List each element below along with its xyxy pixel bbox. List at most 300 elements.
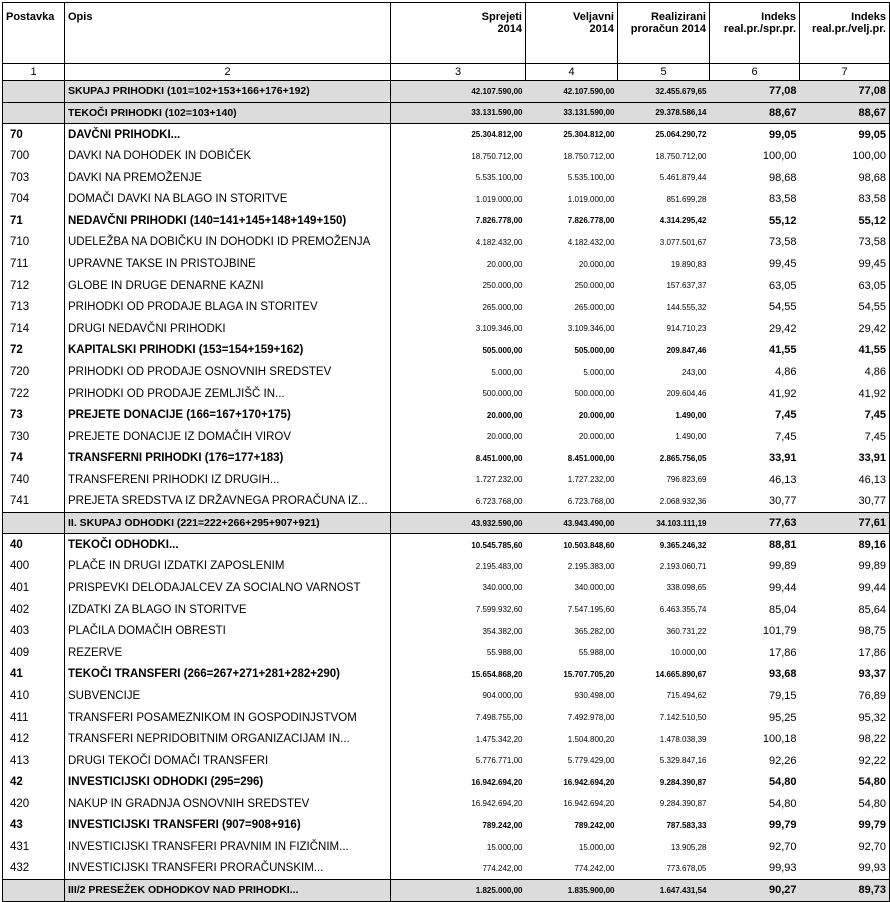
row-indeks-velj: 41,92 xyxy=(800,383,890,405)
row-indeks-spr: 85,04 xyxy=(768,603,797,616)
row-sprejeti: 33.131.590,00 xyxy=(391,102,526,124)
row-description: UDELEŽBA NA DOBIČKU IN DOHODKI ID PREMOŽENJA xyxy=(65,232,391,254)
row-indeks-velj: 17,86 xyxy=(800,642,890,664)
row-code: 70 xyxy=(3,124,65,146)
row-code: 400 xyxy=(3,556,65,578)
table-row xyxy=(3,124,890,146)
row-description: INVESTICIJSKI TRANSFERI (907=908+916) xyxy=(65,815,391,837)
table-row xyxy=(3,772,890,794)
table-row xyxy=(3,750,890,772)
row-veljavni: 55.988,00 xyxy=(578,648,615,658)
row-description: SKUPAJ PRIHODKI (101=102+153+166+176+192) xyxy=(65,81,391,103)
row-indeks-spr: 92,26 xyxy=(768,754,797,767)
header-sprejeti: Sprejeti 2014 xyxy=(391,3,526,64)
row-indeks-velj: 41,55 xyxy=(800,340,890,362)
row-description: KAPITALSKI PRIHODKI (153=154+159+162) xyxy=(65,340,391,362)
row-code: 700 xyxy=(3,145,65,167)
row-code: 409 xyxy=(3,642,65,664)
row-code: 432 xyxy=(3,858,65,880)
table-row xyxy=(3,383,890,405)
row-sprejeti: 789.242,00 xyxy=(482,820,523,830)
row-indeks-velj: 54,80 xyxy=(800,772,890,794)
row-description: DAVKI NA PREMOŽENJE xyxy=(65,167,391,189)
row-code: 403 xyxy=(3,620,65,642)
row-realizirani: 29.378.586,14 xyxy=(618,102,710,124)
row-code: 40 xyxy=(3,534,65,556)
table-row xyxy=(3,275,890,297)
row-veljavni: 250.000,00 xyxy=(574,281,615,291)
header-indeks-velj: Indeks real.pr./velj.pr. xyxy=(800,3,890,64)
row-sprejeti: 250.000,00 xyxy=(482,281,523,291)
table-row xyxy=(3,167,890,189)
row-realizirani: 338.098,65 xyxy=(666,583,707,593)
row-sprejeti: 20.000,00 xyxy=(486,410,523,420)
row-realizirani: 9.284.390,87 xyxy=(659,777,707,787)
row-indeks-spr: 99,44 xyxy=(768,581,797,594)
row-description: PREJETA SREDSTVA IZ DRŽAVNEGA PRORAČUNA IZ... xyxy=(65,491,391,513)
table-row xyxy=(3,210,890,232)
row-indeks-velj: 99,45 xyxy=(800,253,890,275)
row-sprejeti: 18.750.712,00 xyxy=(471,151,523,161)
row-description: II. SKUPAJ ODHODKI (221=222+266+295+907+921) xyxy=(65,512,391,534)
col-number: 5 xyxy=(618,64,710,81)
row-realizirani: 14.665.890,67 xyxy=(655,669,707,679)
row-veljavni: 1.835.900,00 xyxy=(526,879,618,901)
row-indeks-spr: 99,45 xyxy=(768,258,797,271)
row-indeks-velj: 95,32 xyxy=(800,707,890,729)
row-sprejeti: 7.498.755,00 xyxy=(475,713,523,723)
row-description: DOMAČI DAVKI NA BLAGO IN STORITVE xyxy=(65,188,391,210)
row-veljavni: 5.000,00 xyxy=(583,367,615,377)
row-indeks-spr: 7,45 xyxy=(775,409,797,422)
row-veljavni: 15.000,00 xyxy=(578,842,615,852)
table-body xyxy=(3,81,890,902)
table-row xyxy=(3,340,890,362)
row-realizirani: 2.193.060,71 xyxy=(659,561,707,571)
row-indeks-spr: 99,79 xyxy=(768,819,797,832)
table-row xyxy=(3,361,890,383)
row-description: TEKOČI ODHODKI... xyxy=(65,534,391,556)
row-sprejeti: 1.019.000,00 xyxy=(475,194,523,204)
row-code: 431 xyxy=(3,836,65,858)
row-indeks-velj: 99,89 xyxy=(800,556,890,578)
row-sprejeti: 1.727.232,00 xyxy=(475,475,523,485)
row-indeks-velj: 29,42 xyxy=(800,318,890,340)
row-code: 714 xyxy=(3,318,65,340)
row-indeks-velj: 77,08 xyxy=(800,81,890,103)
row-description: TRANSFERNI PRIHODKI (176=177+183) xyxy=(65,448,391,470)
row-sprejeti: 354.382,00 xyxy=(482,626,523,636)
table-row xyxy=(3,815,890,837)
header-opis: Opis xyxy=(65,3,391,64)
row-veljavni: 25.304.812,00 xyxy=(526,124,618,146)
row-veljavni: 43.943.490,00 xyxy=(526,512,618,534)
row-realizirani: 851.699,28 xyxy=(666,194,707,204)
row-code: 420 xyxy=(3,793,65,815)
row-indeks-velj: 4,86 xyxy=(800,361,890,383)
summary-row xyxy=(3,512,890,534)
row-code: 71 xyxy=(3,210,65,232)
row-description: REZERVE xyxy=(65,642,391,664)
row-description: PRIHODKI OD PRODAJE ZEMLJIŠČ IN... xyxy=(65,383,391,405)
row-sprejeti: 1.475.342,20 xyxy=(475,734,523,744)
row-description: NEDAVČNI PRIHODKI (140=141+145+148+149+150) xyxy=(65,210,391,232)
row-sprejeti: 55.988,00 xyxy=(486,648,523,658)
header-postavka: Postavka xyxy=(3,3,65,64)
row-description: PRIHODKI OD PRODAJE BLAGA IN STORITEV xyxy=(65,296,391,318)
row-indeks-velj: 92,70 xyxy=(800,836,890,858)
row-veljavni: 7.826.778,00 xyxy=(567,216,615,226)
row-sprejeti: 4.182.432,00 xyxy=(475,237,523,247)
row-sprejeti: 500.000,00 xyxy=(482,389,523,399)
row-sprejeti: 5.776.771,00 xyxy=(475,756,523,766)
row-indeks-velj: 77,61 xyxy=(800,512,890,534)
row-indeks-velj: 73,58 xyxy=(800,232,890,254)
table-row xyxy=(3,620,890,642)
header-realizirani: Realizirani proračun 2014 xyxy=(618,3,710,64)
row-indeks-spr: 54,80 xyxy=(768,776,797,789)
row-code: 411 xyxy=(3,707,65,729)
row-sprejeti: 1.825.000,00 xyxy=(391,879,526,901)
row-veljavni: 5.535.100,00 xyxy=(567,173,615,183)
row-description: IZDATKI ZA BLAGO IN STORITVE xyxy=(65,599,391,621)
table-row xyxy=(3,599,890,621)
row-description: PLAČILA DOMAČIH OBRESTI xyxy=(65,620,391,642)
column-number-row xyxy=(3,64,890,81)
row-realizirani: 1.490,00 xyxy=(675,432,707,442)
row-indeks-velj: 88,67 xyxy=(800,102,890,124)
row-indeks-velj: 99,79 xyxy=(800,815,890,837)
row-indeks-spr: 98,68 xyxy=(768,171,797,184)
table-row xyxy=(3,707,890,729)
row-sprejeti: 15.654.868,20 xyxy=(471,669,523,679)
row-code: 402 xyxy=(3,599,65,621)
row-sprejeti: 42.107.590,00 xyxy=(391,81,526,103)
row-veljavni: 340.000,00 xyxy=(574,583,615,593)
row-realizirani: 144.555,32 xyxy=(666,302,707,312)
row-indeks-spr: 46,13 xyxy=(768,473,797,486)
row-description: TEKOČI PRIHODKI (102=103+140) xyxy=(65,102,391,124)
row-realizirani: 787.583,33 xyxy=(666,820,707,830)
header-row xyxy=(3,3,890,64)
row-description: PREJETE DONACIJE IZ DOMAČIH VIROV xyxy=(65,426,391,448)
col-number: 1 xyxy=(3,64,65,81)
row-sprejeti: 10.545.785,60 xyxy=(391,534,526,556)
row-veljavni: 789.242,00 xyxy=(574,820,615,830)
row-realizirani: 5.461.879,44 xyxy=(659,173,707,183)
row-sprejeti: 15.000,00 xyxy=(486,842,523,852)
row-veljavni: 7.492.978,00 xyxy=(567,713,615,723)
row-description: DAVČNI PRIHODKI... xyxy=(65,124,391,146)
row-indeks-spr: 100,00 xyxy=(762,150,797,163)
table-row xyxy=(3,858,890,880)
row-indeks-spr: 79,15 xyxy=(768,689,797,702)
table-row xyxy=(3,296,890,318)
row-indeks-spr: 54,80 xyxy=(768,797,797,810)
table-row xyxy=(3,642,890,664)
row-code: 703 xyxy=(3,167,65,189)
row-sprejeti: 25.304.812,00 xyxy=(391,124,526,146)
table-row xyxy=(3,318,890,340)
col-number: 7 xyxy=(800,64,890,81)
row-indeks-velj: 76,89 xyxy=(800,685,890,707)
row-code: 722 xyxy=(3,383,65,405)
row-indeks-spr: 55,12 xyxy=(768,214,797,227)
row-sprejeti: 43.932.590,00 xyxy=(391,512,526,534)
row-indeks-spr: 4,86 xyxy=(775,366,797,379)
table-row xyxy=(3,253,890,275)
table-row xyxy=(3,491,890,513)
row-realizirani: 209.604,46 xyxy=(666,389,707,399)
row-veljavni: 16.942.694,20 xyxy=(563,777,615,787)
row-indeks-velj: 54,80 xyxy=(800,793,890,815)
row-indeks-spr: 88,81 xyxy=(710,534,800,556)
row-veljavni: 15.707.705,20 xyxy=(563,669,615,679)
row-realizirani: 209.847,46 xyxy=(666,345,707,355)
row-sprejeti: 7.599.932,60 xyxy=(475,605,523,615)
row-description: GLOBE IN DRUGE DENARNE KAZNI xyxy=(65,275,391,297)
row-description: DRUGI TEKOČI DOMAČI TRANSFERI xyxy=(65,750,391,772)
row-indeks-velj: 98,22 xyxy=(800,728,890,750)
row-indeks-spr: 77,63 xyxy=(710,512,800,534)
row-realizirani: 773.678,05 xyxy=(666,863,707,873)
row-veljavni: 33.131.590,00 xyxy=(526,102,618,124)
row-description: PRISPEVKI DELODAJALCEV ZA SOCIALNO VARNOST xyxy=(65,577,391,599)
row-description: INVESTICIJSKI TRANSFERI PRAVNIM IN FIZIČNIM... xyxy=(65,836,391,858)
row-veljavni: 3.109.346,00 xyxy=(567,324,615,334)
row-indeks-spr: 41,55 xyxy=(768,344,797,357)
row-sprejeti: 505.000,00 xyxy=(482,345,523,355)
row-indeks-spr: 95,25 xyxy=(768,711,797,724)
row-veljavni: 265.000,00 xyxy=(574,302,615,312)
row-indeks-velj: 92,22 xyxy=(800,750,890,772)
row-indeks-spr: 83,58 xyxy=(768,193,797,206)
table-row xyxy=(3,664,890,686)
row-code xyxy=(3,81,65,103)
row-description: TRANSFERI POSAMEZNIKOM IN GOSPODINJSTVOM xyxy=(65,707,391,729)
row-indeks-spr: 93,68 xyxy=(768,668,797,681)
row-description: PREJETE DONACIJE (166=167+170+175) xyxy=(65,404,391,426)
row-description: TRANSFERI NEPRIDOBITNIM ORGANIZACIJAM IN... xyxy=(65,728,391,750)
row-indeks-velj: 30,77 xyxy=(800,491,890,513)
row-veljavni: 500.000,00 xyxy=(574,389,615,399)
row-indeks-velj: 7,45 xyxy=(800,404,890,426)
row-code: 720 xyxy=(3,361,65,383)
row-description: SUBVENCIJE xyxy=(65,685,391,707)
row-sprejeti: 904.000,00 xyxy=(482,691,523,701)
row-veljavni: 930.498,00 xyxy=(574,691,615,701)
row-sprejeti: 2.195.483,00 xyxy=(475,561,523,571)
row-code: 710 xyxy=(3,232,65,254)
row-realizirani: 2.068.932,36 xyxy=(659,496,707,506)
row-veljavni: 6.723.768,00 xyxy=(567,496,615,506)
row-realizirani: 9.365.246,32 xyxy=(618,534,710,556)
row-realizirani: 18.750.712,00 xyxy=(655,151,707,161)
row-indeks-spr: 63,05 xyxy=(768,279,797,292)
row-realizirani: 243,00 xyxy=(682,367,707,377)
summary-row xyxy=(3,81,890,103)
row-realizirani: 10.000,00 xyxy=(670,648,707,658)
row-sprejeti: 3.109.346,00 xyxy=(475,324,523,334)
row-indeks-spr: 88,67 xyxy=(710,102,800,124)
row-indeks-spr: 7,45 xyxy=(775,430,797,443)
row-realizirani: 4.314.295,42 xyxy=(659,216,707,226)
row-code: 72 xyxy=(3,340,65,362)
col-number: 3 xyxy=(391,64,526,81)
table-row xyxy=(3,577,890,599)
row-code: 704 xyxy=(3,188,65,210)
row-indeks-spr: 41,92 xyxy=(768,387,797,400)
row-realizirani: 715.494,62 xyxy=(666,691,707,701)
row-sprejeti: 5.000,00 xyxy=(491,367,523,377)
row-indeks-spr: 100,18 xyxy=(762,733,797,746)
row-indeks-velj: 98,68 xyxy=(800,167,890,189)
row-veljavni: 4.182.432,00 xyxy=(567,237,615,247)
row-sprejeti: 5.535.100,00 xyxy=(475,173,523,183)
row-veljavni: 505.000,00 xyxy=(574,345,615,355)
header-veljavni: Veljavni 2014 xyxy=(526,3,618,64)
table-row xyxy=(3,469,890,491)
row-indeks-spr: 90,27 xyxy=(710,879,800,901)
row-indeks-velj: 89,73 xyxy=(800,879,890,901)
row-code: 401 xyxy=(3,577,65,599)
row-description: PRIHODKI OD PRODAJE OSNOVNIH SREDSTEV xyxy=(65,361,391,383)
col-number: 4 xyxy=(526,64,618,81)
row-veljavni: 1.019.000,00 xyxy=(567,194,615,204)
table-row xyxy=(3,793,890,815)
row-sprejeti: 7.826.778,00 xyxy=(475,216,523,226)
row-description: NAKUP IN GRADNJA OSNOVNIH SREDSTEV xyxy=(65,793,391,815)
row-realizirani: 9.284.390,87 xyxy=(659,799,707,809)
row-sprejeti: 340.000,00 xyxy=(482,583,523,593)
row-veljavni: 1.504.800,20 xyxy=(567,734,615,744)
row-code: 740 xyxy=(3,469,65,491)
row-sprejeti: 20.000,00 xyxy=(486,432,523,442)
row-indeks-spr: 30,77 xyxy=(768,495,797,508)
summary-row xyxy=(3,102,890,124)
row-veljavni: 1.727.232,00 xyxy=(567,475,615,485)
table-row xyxy=(3,685,890,707)
table-row xyxy=(3,448,890,470)
table-row xyxy=(3,188,890,210)
row-description: TRANSFERENI PRIHODKI IZ DRUGIH... xyxy=(65,469,391,491)
row-veljavni: 2.195.383,00 xyxy=(567,561,615,571)
row-sprejeti: 8.451.000,00 xyxy=(475,453,523,463)
row-indeks-velj: 98,75 xyxy=(800,620,890,642)
row-realizirani: 25.064.290,72 xyxy=(618,124,710,146)
row-description: TEKOČI TRANSFERI (266=267+271+281+282+290) xyxy=(65,664,391,686)
row-realizirani: 3.077.501,67 xyxy=(659,237,707,247)
row-realizirani: 2.865.756,05 xyxy=(659,453,707,463)
row-description: INVESTICIJSKI TRANSFERI PRORAČUNSKIM... xyxy=(65,858,391,880)
row-description: III/2 PRESEŽEK ODHODKOV NAD PRIHODKI... xyxy=(65,879,391,901)
row-code: 730 xyxy=(3,426,65,448)
table-row xyxy=(3,836,890,858)
row-indeks-velj: 63,05 xyxy=(800,275,890,297)
row-sprejeti: 20.000,00 xyxy=(486,259,523,269)
row-veljavni: 5.779.429,00 xyxy=(567,756,615,766)
row-code: 73 xyxy=(3,404,65,426)
row-realizirani: 1.647.431,54 xyxy=(618,879,710,901)
row-veljavni: 20.000,00 xyxy=(578,259,615,269)
row-realizirani: 914.710,23 xyxy=(666,324,707,334)
row-indeks-spr: 92,70 xyxy=(768,841,797,854)
row-indeks-velj: 99,05 xyxy=(800,124,890,146)
table-row xyxy=(3,556,890,578)
row-indeks-velj: 33,91 xyxy=(800,448,890,470)
row-indeks-spr: 77,08 xyxy=(710,81,800,103)
row-description: UPRAVNE TAKSE IN PRISTOJBINE xyxy=(65,253,391,275)
row-veljavni: 8.451.000,00 xyxy=(567,453,615,463)
row-code: 42 xyxy=(3,772,65,794)
table-row xyxy=(3,145,890,167)
table-row xyxy=(3,534,890,556)
row-code: 41 xyxy=(3,664,65,686)
table-row xyxy=(3,404,890,426)
row-code: 741 xyxy=(3,491,65,513)
col-number: 2 xyxy=(65,64,391,81)
row-realizirani: 6.463.355,74 xyxy=(659,605,707,615)
row-indeks-velj: 7,45 xyxy=(800,426,890,448)
row-indeks-velj: 85,64 xyxy=(800,599,890,621)
row-realizirani: 5.329.847,16 xyxy=(659,756,707,766)
row-indeks-velj: 93,37 xyxy=(800,664,890,686)
row-indeks-velj: 99,44 xyxy=(800,577,890,599)
row-indeks-velj: 83,58 xyxy=(800,188,890,210)
row-realizirani: 7.142.510,50 xyxy=(659,713,707,723)
row-indeks-velj: 89,16 xyxy=(800,534,890,556)
row-code xyxy=(3,102,65,124)
row-code: 412 xyxy=(3,728,65,750)
row-code: 712 xyxy=(3,275,65,297)
row-realizirani: 796.823,69 xyxy=(666,475,707,485)
row-code: 43 xyxy=(3,815,65,837)
row-sprejeti: 16.942.694,20 xyxy=(471,777,523,787)
row-indeks-velj: 46,13 xyxy=(800,469,890,491)
row-sprejeti: 265.000,00 xyxy=(482,302,523,312)
row-indeks-velj: 100,00 xyxy=(800,145,890,167)
row-realizirani: 32.455.679,65 xyxy=(618,81,710,103)
row-realizirani: 19.890,83 xyxy=(670,259,707,269)
row-realizirani: 34.103.111,19 xyxy=(618,512,710,534)
row-veljavni: 20.000,00 xyxy=(578,410,615,420)
row-veljavni: 16.942.694,20 xyxy=(563,799,615,809)
table-row xyxy=(3,232,890,254)
row-realizirani: 360.731,22 xyxy=(666,626,707,636)
row-indeks-spr: 99,89 xyxy=(768,560,797,573)
col-number: 6 xyxy=(710,64,800,81)
row-veljavni: 20.000,00 xyxy=(578,432,615,442)
row-description: INVESTICIJSKI ODHODKI (295=296) xyxy=(65,772,391,794)
row-indeks-spr: 101,79 xyxy=(762,625,797,638)
row-indeks-spr: 54,55 xyxy=(768,301,797,314)
row-code xyxy=(3,512,65,534)
row-realizirani: 13.905,28 xyxy=(670,842,707,852)
row-veljavni: 18.750.712,00 xyxy=(563,151,615,161)
row-code: 410 xyxy=(3,685,65,707)
row-indeks-velj: 55,12 xyxy=(800,210,890,232)
row-veljavni: 42.107.590,00 xyxy=(526,81,618,103)
row-indeks-velj: 54,55 xyxy=(800,296,890,318)
row-description: DAVKI NA DOHODEK IN DOBIČEK xyxy=(65,145,391,167)
row-indeks-spr: 73,58 xyxy=(768,236,797,249)
row-veljavni: 7.547.195,60 xyxy=(567,605,615,615)
row-realizirani: 1.490,00 xyxy=(675,410,707,420)
row-veljavni: 774.242,00 xyxy=(574,863,615,873)
row-code: 413 xyxy=(3,750,65,772)
budget-table xyxy=(2,2,890,902)
row-sprejeti: 6.723.768,00 xyxy=(475,496,523,506)
